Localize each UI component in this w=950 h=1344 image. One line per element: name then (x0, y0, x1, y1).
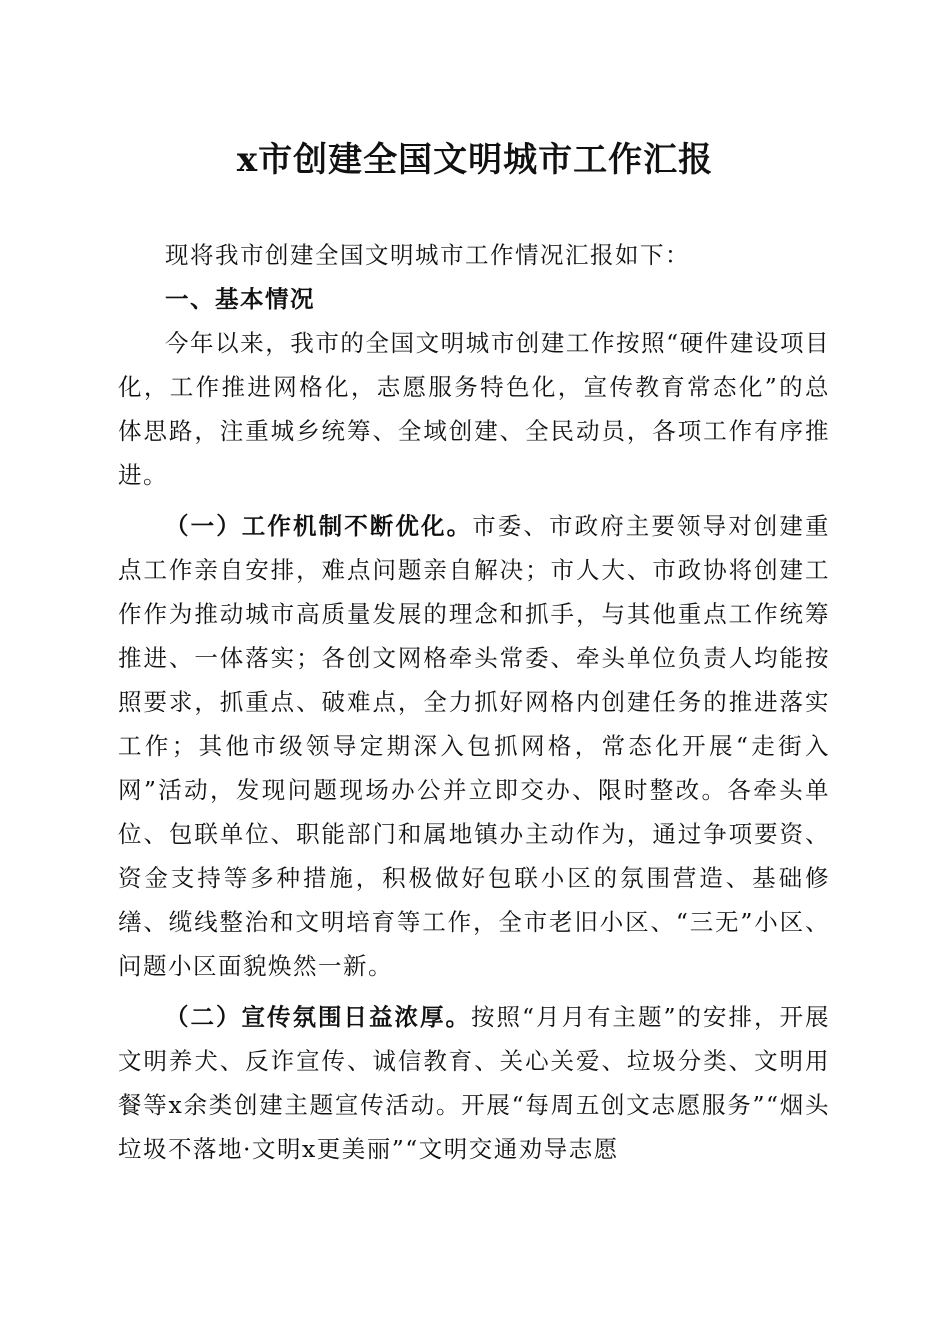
item-paragraph (118, 504, 830, 988)
item-paragraph (118, 995, 830, 1171)
item-lead: （一）工作机制不断优化。 (165, 512, 473, 540)
item-text: 市委、市政府主要领导对创建重点工作亲自安排，难点问题亲自解决；市人大、市政协将创建工作作为推动城市高质量发展的理念和抓手，与其他重点工作统筹推进、一体落实；各创文网格牵头常委、牵头单位负责人均能按照要求，抓重点、破难点，全力抓好网格内创建任务的推进落实工作；其他市级领导定期深入包抓网格，常态化开展“走街入网”活动，发现问题现场办公并立即交办、限时整改。各牵头单位、包联单位、职能部门和属地镇办主动作为，通过争项要资、资金支持等多种措施，积极做好包联小区的氛围营造、基础修缮、缆线整治和文明培育等工作，全市老旧小区、“三无”小区、问题小区面貌焕然一新。 (118, 512, 831, 980)
item-lead: （二）宣传氛围日益浓厚。 (165, 1003, 471, 1031)
document-title: x市创建全国文明城市工作汇报 (236, 140, 714, 180)
document-body (118, 233, 830, 1171)
item-text: 按照“月月有主题”的安排，开展文明养犬、反诈宣传、诚信教育、关心关爱、垃圾分类、文明用餐等x余类创建主题宣传活动。开展“每周五创文志愿服务”“烟头垃圾不落地·文明x更美丽”“文明交通劝导志愿 (118, 1003, 831, 1163)
intro-paragraph: 现将我市创建全国文明城市工作情况汇报如下： (165, 241, 690, 269)
section-heading: 一、基本情况 (165, 285, 315, 313)
overview-paragraph: 今年以来，我市的全国文明城市创建工作按照“硬件建设项目化，工作推进网格化，志愿服务特色化，宣传教育常态化”的总体思路，注重城乡统筹、全域创建、全民动员，各项工作有序推进。 (118, 329, 830, 489)
